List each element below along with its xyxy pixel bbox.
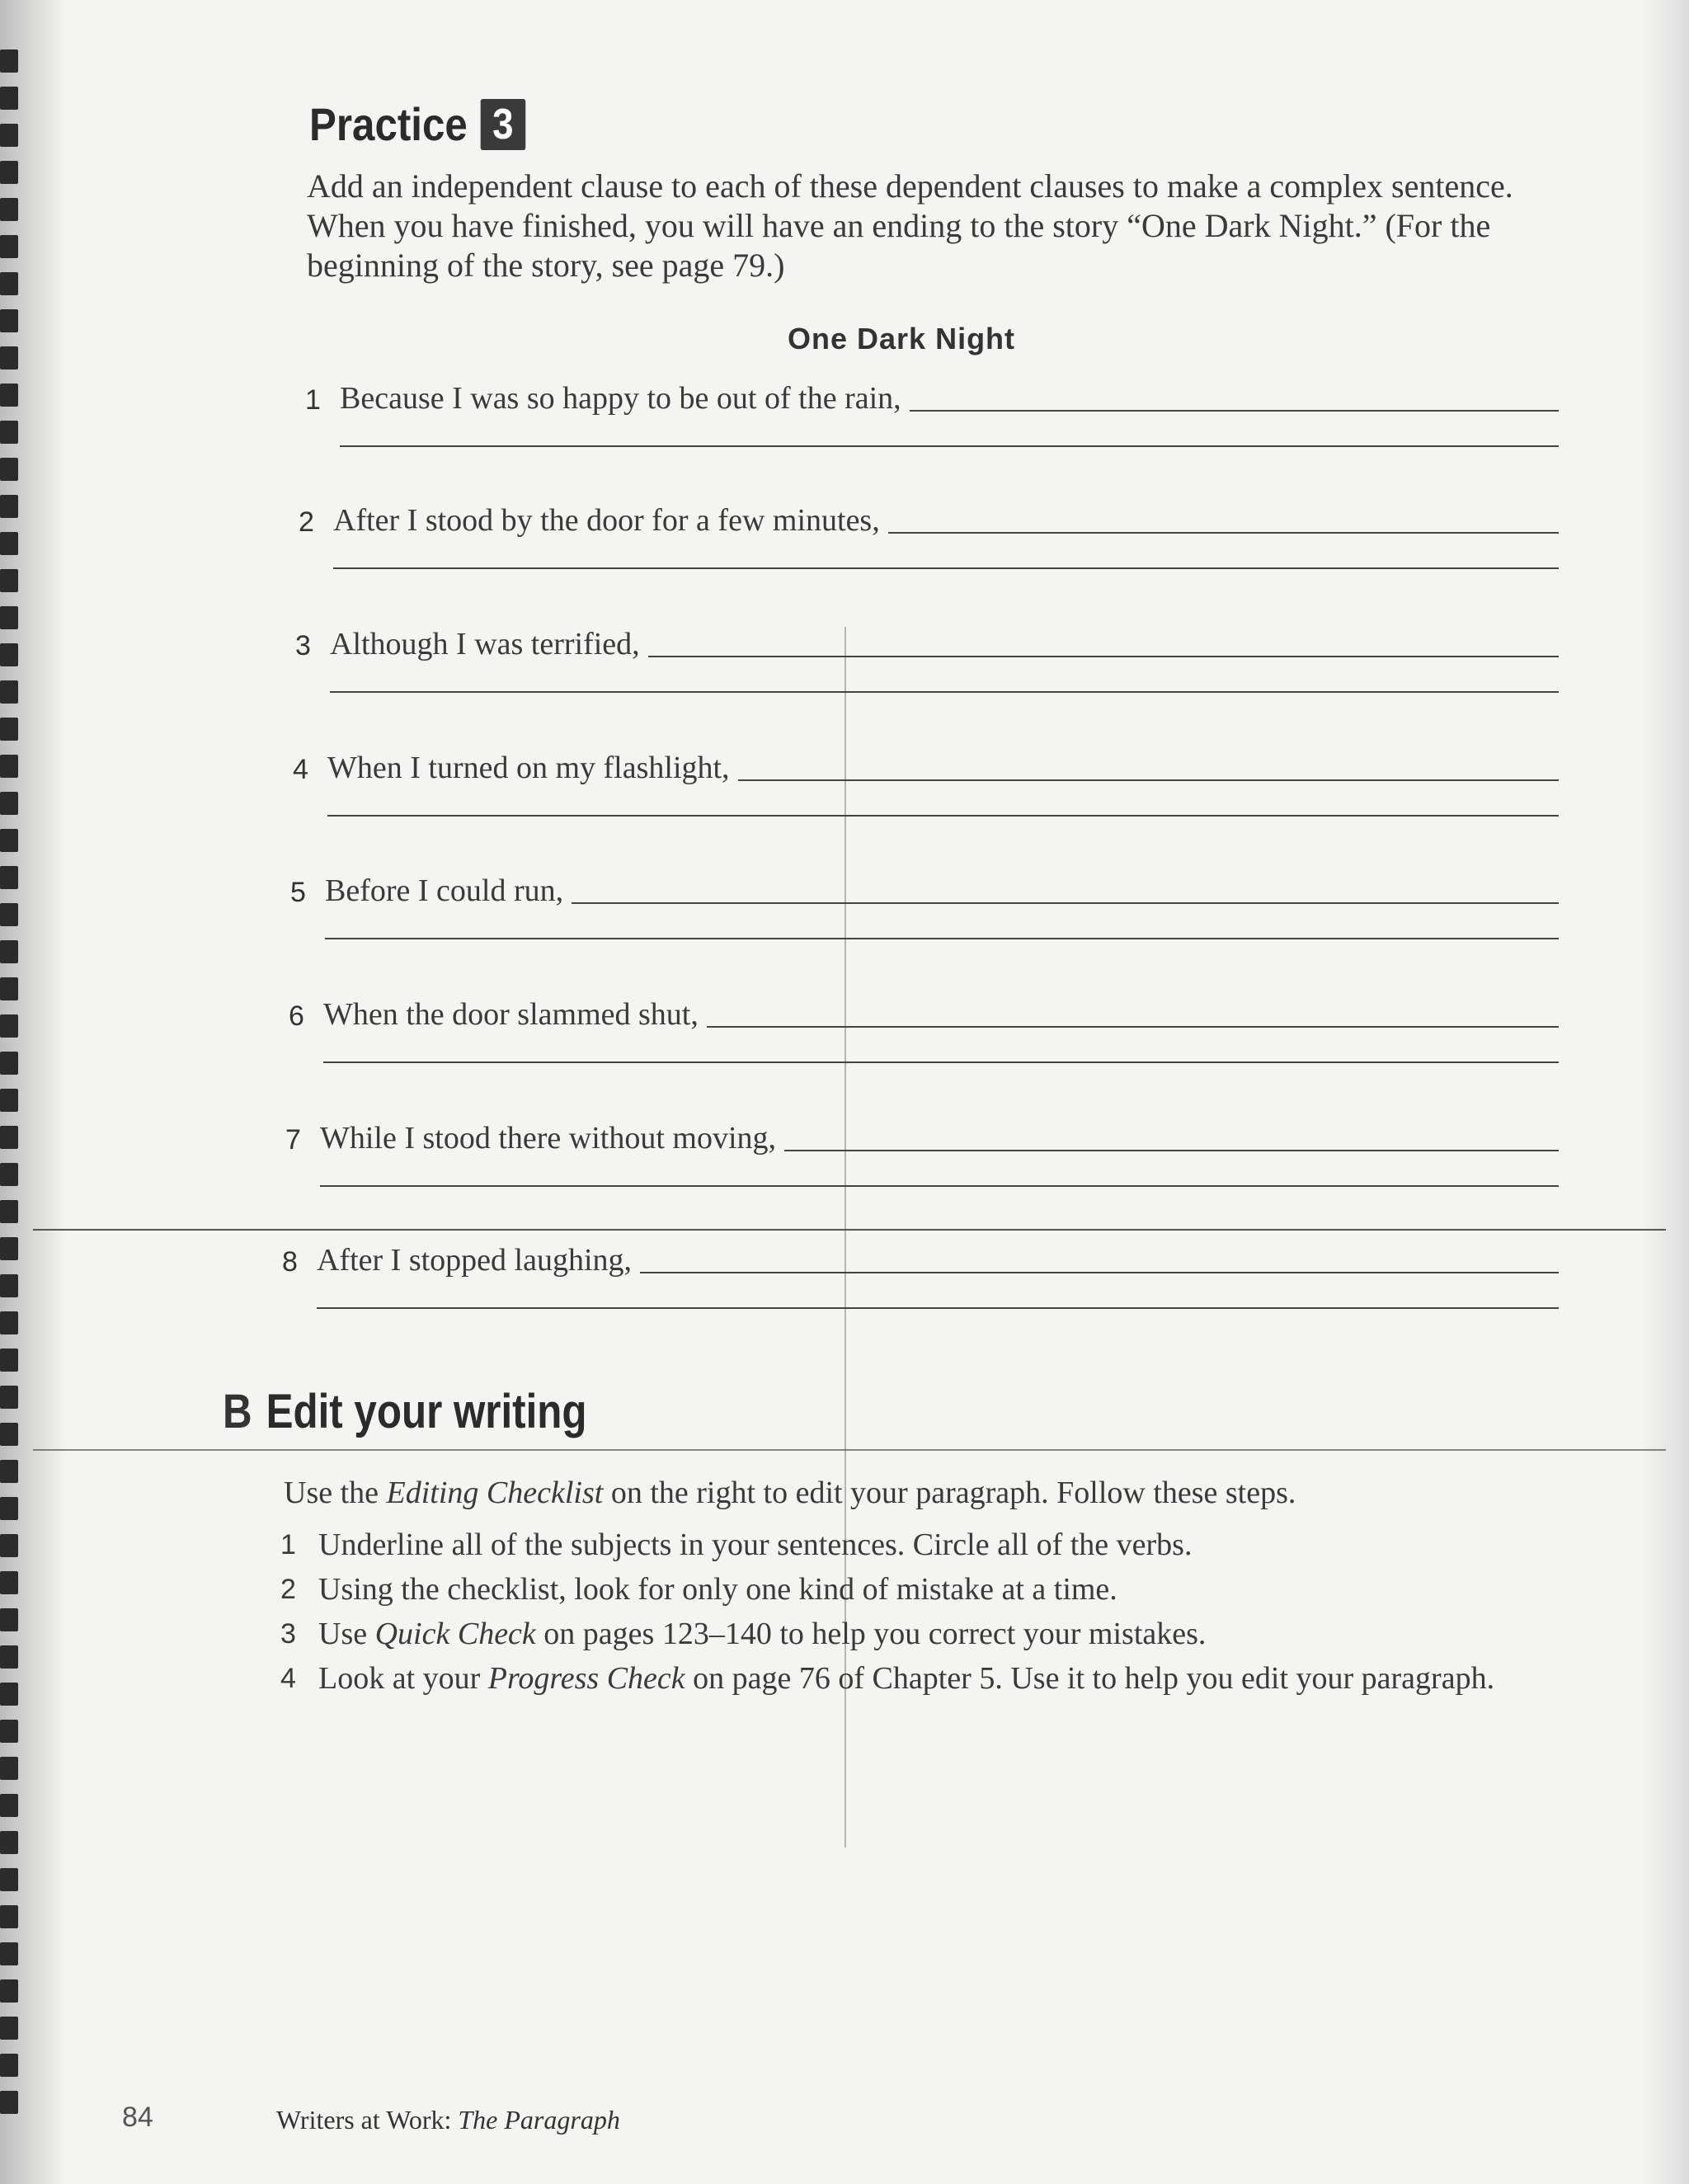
binding-hole: [0, 1126, 18, 1149]
dependent-clause: After I stopped laughing,: [317, 1243, 633, 1278]
binding-hole: [0, 1311, 18, 1334]
binding-hole: [0, 1794, 18, 1817]
answer-blank-continuation[interactable]: [323, 1061, 1559, 1063]
answer-blank[interactable]: [648, 656, 1559, 657]
binding-hole: [0, 198, 18, 221]
edit-steps-list: [280, 1526, 1517, 1704]
binding-hole: [0, 87, 18, 110]
step-number: 2: [280, 1574, 296, 1605]
binding-hole: [0, 792, 18, 815]
step-number: 3: [280, 1618, 296, 1650]
binding-hole: [0, 1979, 18, 2003]
answer-blank[interactable]: [640, 1272, 1559, 1273]
binding-hole: [0, 940, 18, 963]
binding-hole: [0, 1200, 18, 1223]
answer-blank-continuation[interactable]: [340, 445, 1559, 447]
item-number: 4: [293, 754, 308, 785]
binding-hole: [0, 124, 18, 147]
binding-hole: [0, 235, 18, 258]
exercise-item: [293, 745, 1559, 852]
practice-number-badge: 3: [481, 99, 526, 150]
binding-hole: [0, 1683, 18, 1706]
binding-hole: [0, 643, 18, 666]
practice-label: Practice: [309, 98, 468, 150]
binding-hole: [0, 1423, 18, 1446]
binding-hole: [0, 1831, 18, 1854]
binding-hole: [0, 1720, 18, 1743]
binding-hole: [0, 829, 18, 852]
item-number: 7: [285, 1124, 301, 1156]
binding-hole: [0, 384, 18, 407]
dependent-clause: Before I could run,: [325, 873, 564, 908]
binding-hole: [0, 755, 18, 778]
exercise-item: [285, 1115, 1559, 1222]
answer-blank[interactable]: [910, 410, 1559, 412]
exercise-item: [282, 1237, 1559, 1344]
binding-hole: [0, 1608, 18, 1631]
binding-hole: [0, 977, 18, 1000]
answer-blank-continuation[interactable]: [325, 938, 1559, 939]
binding-hole: [0, 1386, 18, 1409]
spiral-binding: [0, 49, 25, 2161]
answer-blank[interactable]: [572, 902, 1559, 904]
binding-hole: [0, 1014, 18, 1038]
binding-hole: [0, 1237, 18, 1260]
item-number: 1: [305, 384, 321, 416]
item-number: 8: [282, 1246, 298, 1278]
answer-blank-continuation[interactable]: [330, 691, 1559, 693]
dependent-clause: After I stood by the door for a few minutes,: [333, 503, 880, 538]
dependent-clause: When I turned on my flashlight,: [327, 751, 730, 785]
binding-hole: [0, 2091, 18, 2114]
binding-hole: [0, 495, 18, 518]
right-edge-shadow: [1640, 0, 1689, 2184]
step-text: Look at your Progress Check on page 76 of Chapter 5. Use it to help you edit your paragraph.: [318, 1661, 1495, 1696]
item-number: 2: [299, 506, 314, 538]
binding-hole: [0, 718, 18, 741]
scan-artifact-line: [33, 1229, 1666, 1231]
step-text: Underline all of the subjects in your sentences. Circle all of the verbs.: [318, 1527, 1193, 1562]
binding-hole: [0, 680, 18, 704]
binding-hole: [0, 866, 18, 889]
answer-blank-continuation[interactable]: [333, 567, 1559, 569]
step-text: Using the checklist, look for only one kind of mistake at a time.: [318, 1572, 1117, 1607]
answer-blank-continuation[interactable]: [320, 1185, 1559, 1187]
exercise-item: [295, 621, 1559, 728]
dependent-clause: Although I was terrified,: [330, 627, 640, 661]
binding-hole: [0, 1349, 18, 1372]
binding-hole: [0, 2017, 18, 2040]
exercise-item: [290, 868, 1559, 975]
binding-hole: [0, 161, 18, 184]
dependent-clause: When the door slammed shut,: [323, 997, 699, 1032]
binding-hole: [0, 1534, 18, 1557]
binding-hole: [0, 569, 18, 592]
item-number: 5: [290, 877, 306, 908]
binding-hole: [0, 1089, 18, 1112]
binding-hole: [0, 346, 18, 369]
section-title: Edit your writing: [266, 1385, 587, 1438]
binding-hole: [0, 1868, 18, 1891]
answer-blank[interactable]: [784, 1150, 1559, 1151]
binding-hole: [0, 1163, 18, 1186]
binding-hole: [0, 1571, 18, 1594]
item-number: 3: [295, 630, 311, 661]
edit-step: [280, 1659, 1517, 1697]
exercise-item: [305, 375, 1559, 482]
binding-hole: [0, 903, 18, 926]
binding-hole: [0, 421, 18, 444]
page-number: 84: [122, 2102, 153, 2133]
binding-hole: [0, 1052, 18, 1075]
exercise-item: [299, 497, 1559, 605]
step-number: 1: [280, 1529, 296, 1560]
scan-artifact-line: [33, 1449, 1666, 1451]
step-number: 4: [280, 1663, 296, 1694]
edit-step: [280, 1526, 1517, 1564]
binding-hole: [0, 49, 18, 73]
edit-instructions: Use the Editing Checklist on the right to edit your paragraph. Follow these steps.: [284, 1476, 1296, 1510]
binding-hole: [0, 606, 18, 629]
binding-hole: [0, 1497, 18, 1520]
binding-hole: [0, 458, 18, 481]
answer-blank[interactable]: [888, 532, 1559, 534]
item-number: 6: [289, 1000, 304, 1032]
answer-blank[interactable]: [738, 779, 1559, 781]
section-b-heading: [223, 1384, 587, 1439]
binding-hole: [0, 1274, 18, 1297]
binding-hole: [0, 1905, 18, 1928]
edit-step: [280, 1615, 1517, 1653]
dependent-clause: Because I was so happy to be out of the rain,: [340, 381, 901, 416]
running-footer: Writers at Work: The Paragraph: [276, 2105, 620, 2135]
binding-hole: [0, 1460, 18, 1483]
step-text: Use Quick Check on pages 123–140 to help you correct your mistakes.: [318, 1617, 1207, 1651]
binding-hole: [0, 272, 18, 295]
answer-blank-continuation[interactable]: [317, 1307, 1559, 1309]
practice-heading: [309, 97, 525, 151]
binding-hole: [0, 1942, 18, 1965]
answer-blank-continuation[interactable]: [327, 815, 1559, 817]
story-title: One Dark Night: [788, 322, 1016, 355]
binding-hole: [0, 309, 18, 332]
answer-blank[interactable]: [707, 1026, 1559, 1028]
binding-hole: [0, 1757, 18, 1780]
section-letter: B: [223, 1385, 252, 1438]
practice-instructions: Add an independent clause to each of these dependent clauses to make a complex sentence. When you have finished, you will have an ending to the story “One Dark Night.” (For the beginning of the story, see page 79.): [307, 167, 1513, 284]
binding-hole: [0, 1645, 18, 1669]
dependent-clause: While I stood there without moving,: [320, 1121, 777, 1156]
binding-hole: [0, 532, 18, 555]
edit-step: [280, 1570, 1517, 1608]
binding-hole: [0, 2054, 18, 2077]
exercise-item: [289, 991, 1559, 1099]
